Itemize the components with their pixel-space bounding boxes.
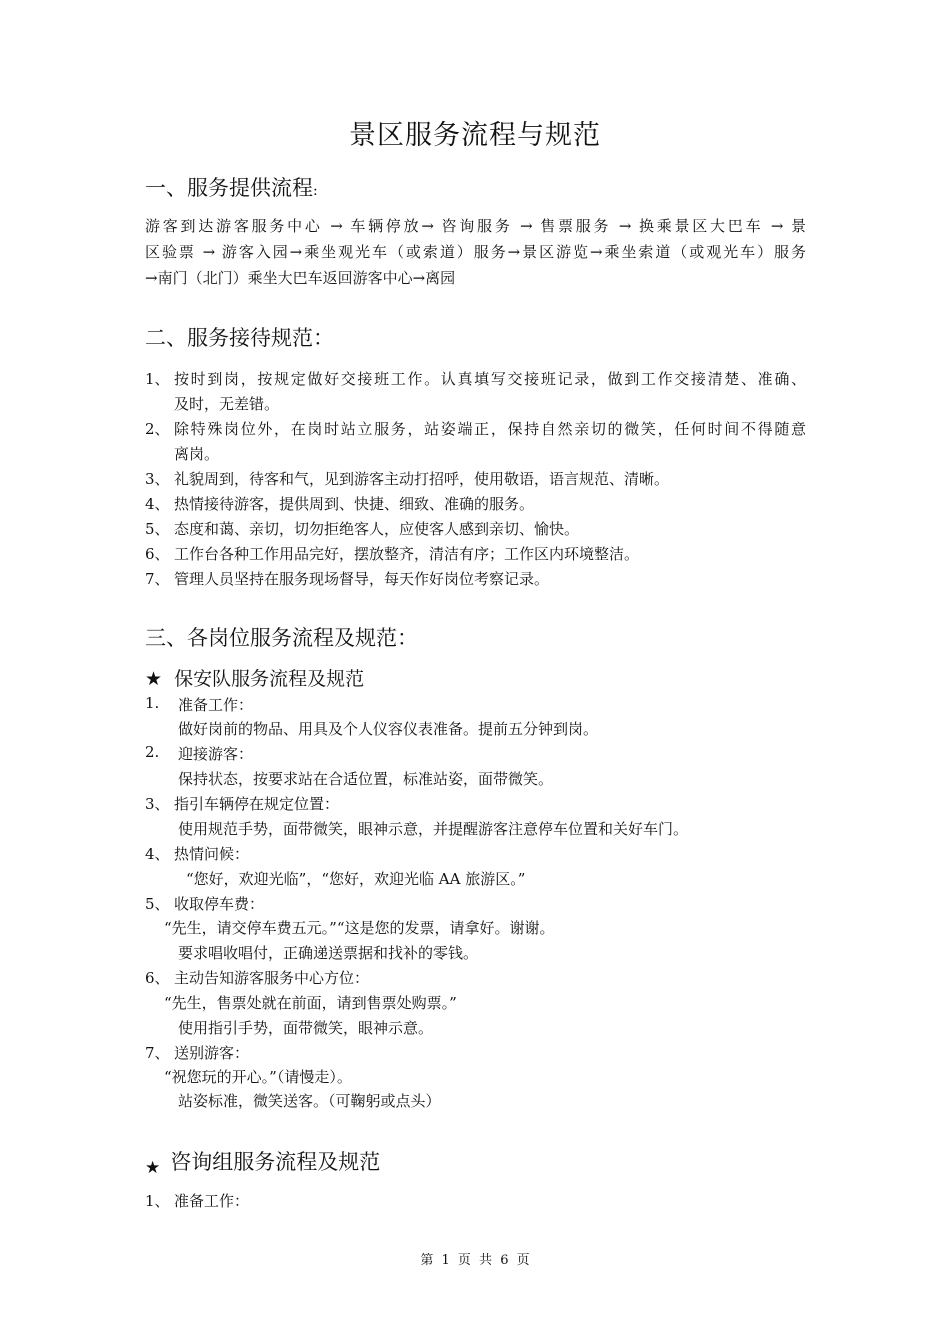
rule-1-line-2: 及时，无差错。 bbox=[174, 395, 280, 413]
security-step-5-text-1: “先生，请交停车费五元。”“这是您的发票，请拿好。谢谢。 bbox=[164, 919, 555, 937]
security-step-3-text: 使用规范手势，面带微笑，眼神示意，并提醒游客注意停车位置和关好车门。 bbox=[178, 820, 689, 838]
section-3-heading: 三、各岗位服务流程及规范： bbox=[145, 626, 418, 650]
security-step-6-text-1: “先生，售票处就在前面，请到售票处购票。” bbox=[164, 994, 457, 1012]
rule-2-line-1: 除特殊岗位外，在岗时站立服务，站姿端正，保持自然亲切的微笑，任何时间不得随意 bbox=[174, 420, 806, 438]
rule-4-text: 热情接待游客，提供周到、快捷、细致、准确的服务。 bbox=[174, 495, 535, 513]
consult-subheading-text: 咨询组服务流程及规范 bbox=[170, 1150, 381, 1174]
section-2-heading: 二、服务接待规范： bbox=[145, 326, 334, 350]
security-step-5-number: 5、 bbox=[145, 895, 170, 913]
security-step-1-number: 1. bbox=[145, 694, 160, 712]
rule-2-line-2: 离岗。 bbox=[174, 445, 220, 463]
security-step-6-label: 主动告知游客服务中心方位： bbox=[174, 969, 370, 987]
security-step-4-label: 热情问候： bbox=[174, 845, 250, 863]
security-step-5-text-2: 要求唱收唱付，正确递送票据和找补的零钱。 bbox=[178, 944, 479, 962]
security-step-2-text: 保持状态，按要求站在合适位置，标准站姿，面带微笑。 bbox=[178, 770, 554, 788]
flow-line-1: 游客到达游客服务中心 → 车辆停放→ 咨询服务 → 售票服务 → 换乘景区大巴车 → 景 bbox=[145, 217, 806, 235]
rule-7-text: 管理人员坚持在服务现场督导，每天作好岗位考察记录。 bbox=[174, 570, 550, 588]
rule-3-number: 3、 bbox=[145, 470, 170, 488]
security-step-7-text-1: “祝您玩的开心。”（请慢走）。 bbox=[164, 1068, 352, 1086]
rule-3-text: 礼貌周到，待客和气，见到游客主动打招呼，使用敬语，语言规范、清晰。 bbox=[174, 470, 670, 488]
rule-4-number: 4、 bbox=[145, 495, 170, 513]
security-step-4-number: 4、 bbox=[145, 845, 170, 863]
consult-step-1-label: 准备工作： bbox=[174, 1192, 250, 1210]
security-step-1-text: 做好岗前的物品、用具及个人仪容仪表准备。提前五分钟到岗。 bbox=[178, 720, 599, 738]
consult-step-1-number: 1、 bbox=[145, 1192, 170, 1210]
page-title: 景区服务流程与规范 bbox=[349, 120, 601, 151]
rule-5-text: 态度和蔼、亲切，切勿拒绝客人，应使客人感到亲切、愉快。 bbox=[174, 520, 580, 538]
section-1-heading bbox=[145, 172, 318, 202]
rule-1-number: 1、 bbox=[145, 370, 170, 388]
security-step-1-label: 准备工作： bbox=[178, 696, 254, 714]
rule-5-number: 5、 bbox=[145, 520, 170, 538]
star-icon: ★ bbox=[145, 668, 163, 690]
security-step-6-text-2: 使用指引手势，面带微笑，眼神示意。 bbox=[178, 1019, 434, 1037]
security-subheading bbox=[145, 664, 364, 691]
security-step-5-label: 收取停车费： bbox=[174, 895, 265, 913]
consult-subheading bbox=[145, 1146, 380, 1176]
security-step-3-number: 3、 bbox=[145, 795, 170, 813]
security-subheading-text: 保安队服务流程及规范 bbox=[174, 668, 365, 690]
security-step-2-number: 2. bbox=[145, 743, 160, 761]
security-step-6-number: 6、 bbox=[145, 969, 170, 987]
flow-line-3: →南门（北门）乘坐大巴车返回游客中心→离园 bbox=[145, 269, 456, 287]
section-1-heading-mark: : bbox=[313, 183, 318, 199]
rule-2-number: 2、 bbox=[145, 420, 170, 438]
security-step-2-label: 迎接游客： bbox=[178, 745, 254, 763]
rule-6-text: 工作台各种工作用品完好，摆放整齐，清洁有序；工作区内环境整洁。 bbox=[174, 545, 640, 563]
section-1-heading-text: 一、服务提供流程 bbox=[145, 176, 313, 200]
page-footer: 第 1 页 共 6 页 bbox=[420, 1253, 530, 1268]
flow-line-2: 区验票 → 游客入园→乘坐观光车（或索道）服务→景区游览→乘坐索道（或观光车）服务 bbox=[145, 243, 806, 261]
security-step-3-label: 指引车辆停在规定位置： bbox=[174, 795, 340, 813]
rule-1-line-1: 按时到岗，按规定做好交接班工作。认真填写交接班记录，做到工作交接清楚、准确、 bbox=[174, 370, 806, 388]
star-icon: ★ bbox=[145, 1158, 161, 1178]
security-step-7-number: 7、 bbox=[145, 1044, 170, 1062]
security-step-4-text: “您好，欢迎光临”，“您好，欢迎光临 AA 旅游区。” bbox=[186, 870, 526, 888]
rule-6-number: 6、 bbox=[145, 545, 170, 563]
security-step-7-label: 送别游客： bbox=[174, 1044, 250, 1062]
rule-7-number: 7、 bbox=[145, 570, 170, 588]
security-step-7-text-2: 站姿标准，微笑送客。（可鞠躬或点头） bbox=[178, 1092, 441, 1110]
